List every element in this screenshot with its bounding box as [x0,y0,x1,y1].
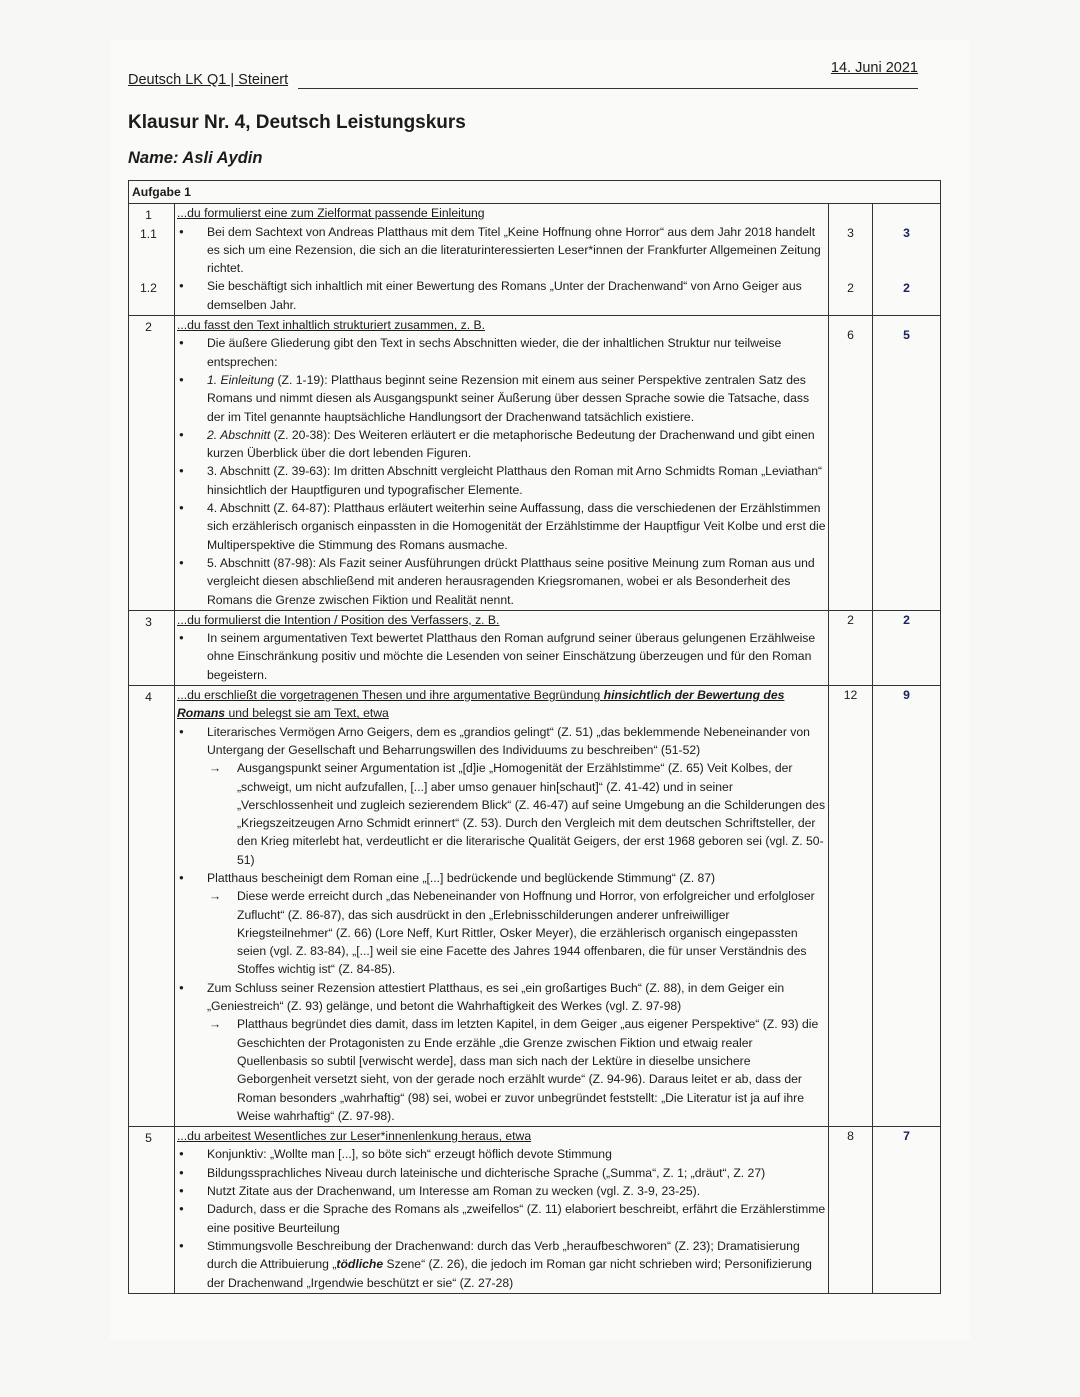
max-points: 6 [829,316,873,611]
max-points: 12 [829,686,873,1127]
row-number: 4 [129,686,175,1127]
student-name: Name: Asli Aydin [128,149,263,167]
awarded-points: 2 [873,610,941,685]
list-item: ● 2. Abschnitt (Z. 20-38): Des Weiteren erläutert er die metaphorische Bedeutung der Drachenwand und gibt einen kurzen Überblick über die dort lebenden Figuren. [177,426,826,463]
arrow-item: → Ausgangspunkt seiner Argumentation ist „[d]ie „Homogenität der Erzählstimme“ (Z. 65) Veit Kolbes, der „schweigt, um nicht aufzufallen, [...] aber umso genauer hin[schaut]“ (Z. 41-42) und in seiner „Verschlossenheit und zugleich sezierendem Blick“ (Z. 46-47) auf seine Umgebung an die Schilderungen des „Kriegszeitzeugen Arno Schmidt erinnert“ (Z. 53). Durch den Vergleich mit dem deutschen Schriftsteller, der den Krieg miterlebt hat, verdeutlicht er die literarische Qualität Geigers, der erst 1968 geboren sei (vgl. Z. 50-51) [207,759,826,869]
list-item: ● 3. Abschnitt (Z. 39-63): Im dritten Abschnitt vergleicht Platthaus den Roman mit Arno Schmidts Roman „Leviathan“ hinsichtlich der Hauptfiguren und typografischer Elemente. [177,462,826,499]
grading-table [128,180,940,1294]
exam-title: Klausur Nr. 4, Deutsch Leistungskurs [128,112,466,133]
awarded-points: 9 [873,686,941,1127]
list-item: ● Konjunktiv: „Wollte man [...], so böte sich“ erzeugt höflich devote Stimmung [177,1145,826,1163]
aufgabe-label: Aufgabe 1 [129,181,941,204]
list-item: ● Die äußere Gliederung gibt den Text in sechs Abschnitten wieder, die der inhaltlichen Struktur nur teilweise entsprechen: [177,334,826,371]
table-row [129,686,941,1127]
table-row [129,316,941,611]
list-item: ● Dadurch, dass er die Sprache des Romans als „zweifellos“ (Z. 11) elaboriert beschreibt, erfährt die Erzählerstimme eine positive Beurteilung [177,1200,826,1237]
list-item: ● In seinem argumentativen Text bewertet Platthaus den Roman aufgrund seiner überaus gelungenen Erzählweise ohne Einschränkung positiv und möchte die Lesenden von seiner Einschätzung überzeugen und für den Roman begeistern. [177,629,826,684]
awarded-points: 3 [903,226,910,241]
list-item: ● 1. Einleitung (Z. 1-19): Platthaus beginnt seine Rezension mit einem aus seiner Perspektive zentralen Satz des Romans und nimmt diesen als Ausgangspunkt seiner Äußerung über dessen Sprache sowie die Tatsache, dass der im Titel genannte hauptsächliche Handlungsort der Drachenwand tatsächlich existiere. [177,371,826,426]
list-item: ● Bei dem Sachtext von Andreas Platthaus mit dem Titel „Keine Hoffnung ohne Horror“ aus dem Jahr 2018 handelt es sich um eine Rezension, die sich an die literaturinteressierten Leser*innen der Frankfurter Allgemeinen Zeitung richtet. [177,223,826,278]
max-points: 2 [847,280,854,295]
arrow-item: → Diese werde erreicht durch „das Nebeneinander von Hoffnung und Horror, von erfolgreicher und erfolgloser Zuflucht“ (Z. 86-87), das sich ausdrückt in den „Erlebnisschilderungen anderer unfreiwilliger Kriegsteilnehmer“ (Z. 66) (Lore Neff, Kurt Rittler, Osker Meyer), die erzählerisch organisch eingepassten seien (vgl. Z. 83-84), „[...] weil sie eine Facette des Jahres 1944 offenbaren, die für unser Verständnis des Stoffes wichtig ist“ (Z. 84-85). [207,887,826,978]
max-points: 8 [829,1127,873,1294]
row-number: 5 [129,1127,175,1294]
page-header [128,58,918,92]
list-item: ● Nutzt Zitate aus der Drachenwand, um Interesse am Roman zu wecken (vgl. Z. 3-9, 23-25). [177,1182,826,1200]
list-item: ● Platthaus bescheinigt dem Roman eine „[...] bedrückende und beglückende Stimmung“ (Z. 87) → Diese werde erreicht durch „das Nebeneinander von Hoffnung und Horror, von erfolgreicher und erfolgloser Zuflucht“ (Z. 86-87), das sich ausdrückt in den „Erlebnisschilderungen anderer unfreiwilliger Kriegsteilnehmer“ (Z. 66) (Lore Neff, Kurt Rittler, Osker Meyer), die erzählerisch organisch eingepassten seien (vgl. Z. 83-84), „[...] weil sie eine Facette des Jahres 1944 offenbaren, die für unser Verständnis des Stoffes wichtig ist“ (Z. 84-85). [177,869,826,979]
criterion-heading: ...du arbeitest Wesentliches zur Leser*innenlenkung heraus, etwa [177,1129,532,1144]
aufgabe-row [129,181,941,204]
criterion-heading: ...du fasst den Text inhaltlich strukturiert zusammen, z. B. [177,318,485,333]
list-item: ● Literarisches Vermögen Arno Geigers, dem es „grandios gelingt“ (Z. 51) „das beklemmende Nebeneinander von Untergang der Gesellschaft und Beharrungswillen des Individuums zu beschreiben“ (51-52) → Ausgangspunkt seiner Argumentation ist „[d]ie „Homogenität der Erzählstimme“ (Z. 65) Veit Kolbes, der „schweigt, um nicht aufzufallen, [...] aber umso genauer hin[schaut]“ (Z. 41-42) und in seiner „Verschlossenheit und zugleich sezierendem Blick“ (Z. 46-47) auf seine Umgebung an die Schilderungen des „Kriegszeitzeugen Arno Schmidt erinnert“ (Z. 53). Durch den Vergleich mit dem deutschen Schriftsteller, der den Krieg miterlebt hat, verdeutlicht er die literarische Qualität Geigers, der erst 1968 geboren sei (vgl. Z. 50-51) [177,723,826,869]
table-row [129,610,941,685]
list-item: ● 5. Abschnitt (87-98): Als Fazit seiner Ausführungen drückt Platthaus seine positive Meinung zum Roman aus und vergleicht diesen abschließend mit anderen herausragenden Kriegsromanen, wobei er als Besonderheit des Romans die Grenze zwischen Fiktion und Realität nennt. [177,554,826,609]
list-item: ● Stimmungsvolle Beschreibung der Drachenwand: durch das Verb „heraufbeschworen“ (Z. 23); Dramatisierung durch die Attribuierung „tödliche Szene“ (Z. 26), die jedoch im Roman gar nicht schrieben wird; Personifizierung der Drachenwand „Irgendwie beschützt er sie“ (Z. 27-28) [177,1237,826,1292]
criterion-heading: ...du formulierst eine zum Zielformat passende Einleitung [177,206,485,221]
arrow-item: → Platthaus begründet dies damit, dass im letzten Kapitel, in dem Geiger „aus eigener Perspektive“ (Z. 93) die Geschichten der Protagonisten zu Ende erzähle „die Grenze zwischen Fiktion und etwaig realer Quellenbasis so subtil [verwischt werde], dass man sich nach der Lektüre in dieselbe unsichere Geborgenheit versetzt sieht, von der gerade noch erzählt wurde“ (Z. 94-96). Daraus leitet er ab, dass der Roman besonders „wahrhaftig“ (98) sei, wobei er zuvor unbegründet feststellt: „Die Literatur ist ja auf ihre Weise wahrhaftig“ (Z. 97-98). [207,1015,826,1125]
course-label: Deutsch LK Q1 | Steinert [128,72,289,88]
header-rule [298,88,918,89]
row-number: 1 [145,208,152,223]
exam-date: 14. Juni 2021 [830,60,918,76]
max-points: 2 [829,610,873,685]
awarded-points: 5 [873,316,941,611]
row-number: 2 [129,316,175,611]
list-item: ● 4. Abschnitt (Z. 64-87): Platthaus erläutert weiterhin seine Auffassung, dass die verschiedenen der Erzählstimmen sich erzählerisch organisch einpassten in die Homogenität der Erzählstimme der Hauptfigur Veit Kolbe und erst die Multiperspektive die Stimmung des Romans ausmache. [177,499,826,554]
table-row [129,204,941,316]
awarded-points: 2 [903,280,910,295]
criterion-heading: ...du formulierst die Intention / Position des Verfassers, z. B. [177,612,500,627]
row-number: 3 [129,610,175,685]
table-row [129,1127,941,1294]
max-points: 3 [847,226,854,241]
sub-number: 1.1 [140,226,157,241]
awarded-points: 7 [873,1127,941,1294]
sub-number: 1.2 [140,280,157,295]
list-item: ● Bildungssprachliches Niveau durch lateinische und dichterische Sprache („Summa“, Z. 1; „dräut“, Z. 27) [177,1164,826,1182]
criterion-heading: ...du erschließt die vorgetragenen Thesen und ihre argumentative Begründung hinsichtlich der Bewertung des Romans und belegst sie am Text, etwa [177,688,785,721]
list-item: ● Sie beschäftigt sich inhaltlich mit einer Bewertung des Romans „Unter der Drachenwand“ von Arno Geiger aus demselben Jahr. [177,277,826,314]
list-item: ● Zum Schluss seiner Rezension attestiert Platthaus, es sei „ein großartiges Buch“ (Z. 88), in dem Geiger ein „Geniestreich“ (Z. 93) gelänge, und betont die Wahrhaftigkeit des Werkes (vgl. Z. 97-98) → Platthaus begründet dies damit, dass im letzten Kapitel, in dem Geiger „aus eigener Perspektive“ (Z. 93) die Geschichten der Protagonisten zu Ende erzähle „die Grenze zwischen Fiktion und etwaig realer Quellenbasis so subtil [verwischt werde], dass man sich nach der Lektüre in dieselbe unsichere Geborgenheit versetzt sieht, von der gerade noch erzählt wurde“ (Z. 94-96). Daraus leitet er ab, dass der Roman besonders „wahrhaftig“ (98) sei, wobei er zuvor unbegründet feststellt: „Die Literatur ist ja auf ihre Weise wahrhaftig“ (Z. 97-98). [177,979,826,1125]
